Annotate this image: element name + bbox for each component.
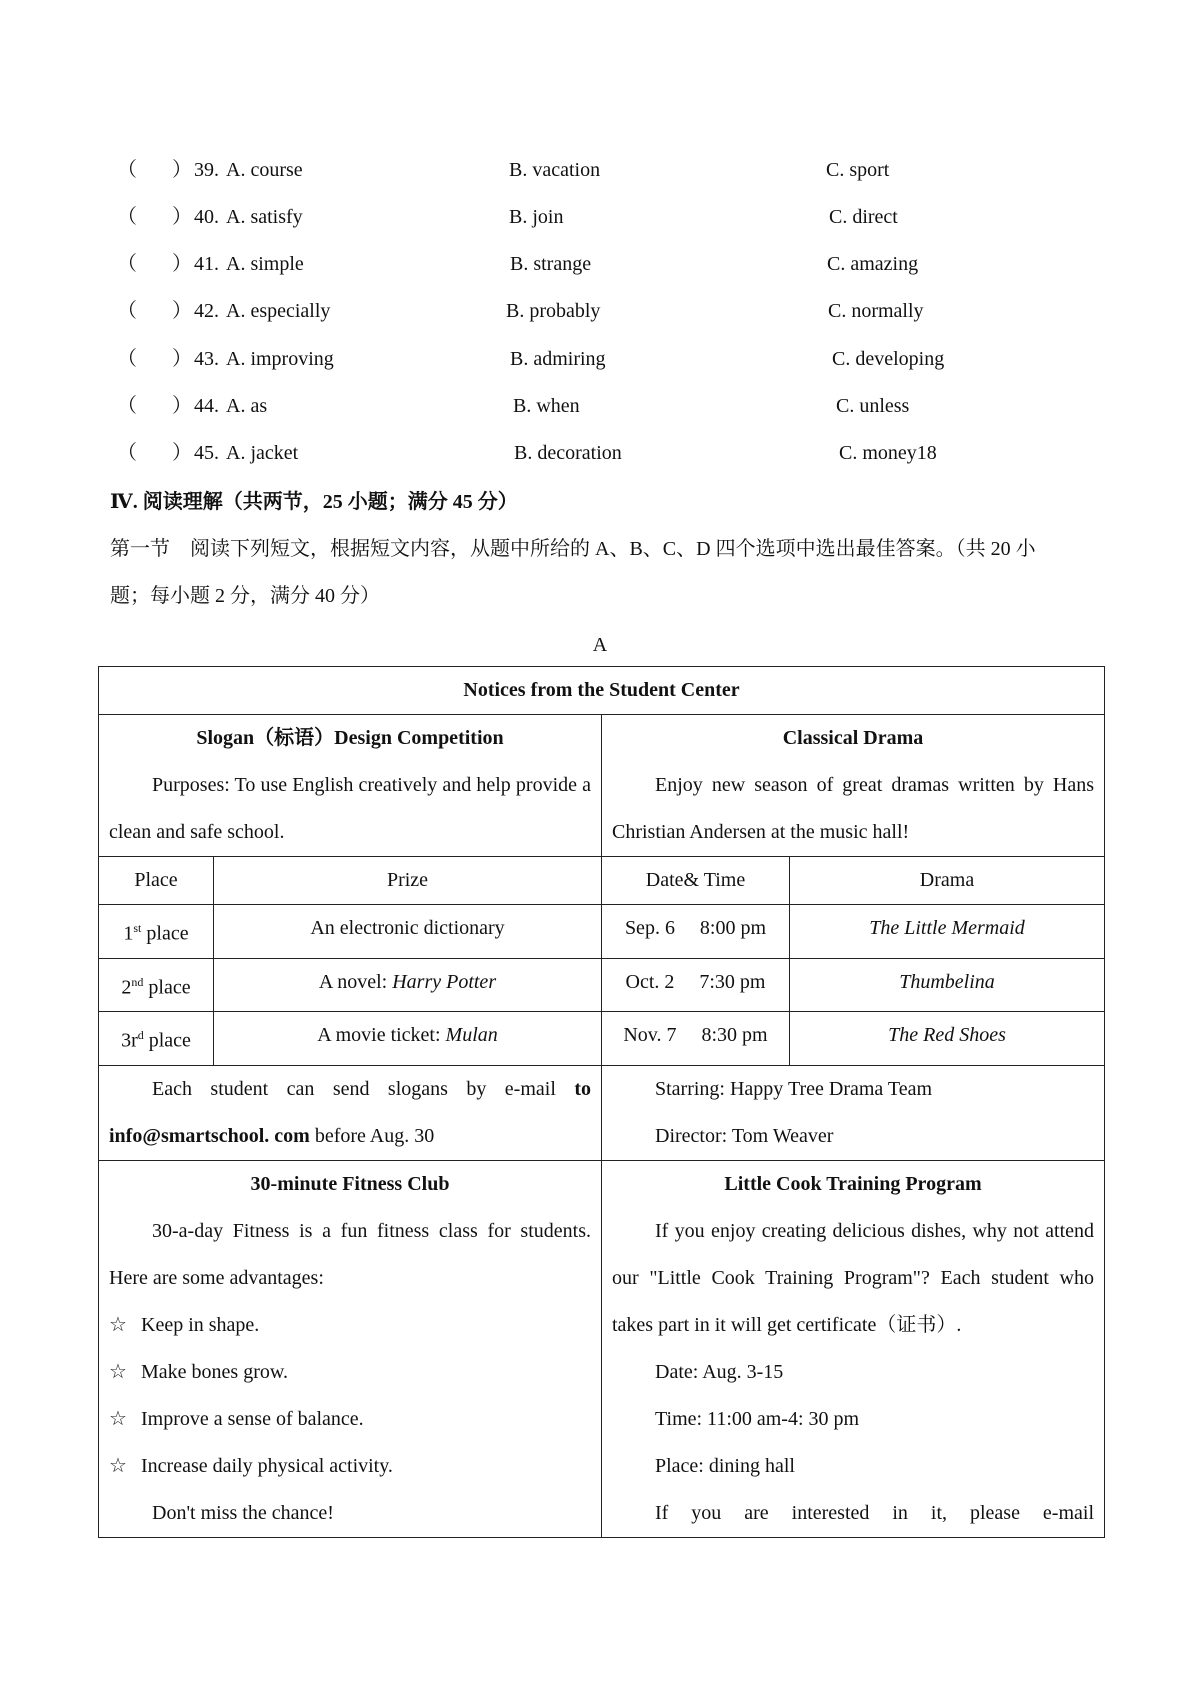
date-cell: Nov. 7 8:30 pm xyxy=(602,1012,790,1066)
slogan-submit-text xyxy=(109,1066,591,1160)
question-number: 41. xyxy=(194,253,219,275)
question-number: 42. xyxy=(194,300,219,322)
fitness-cell xyxy=(99,1160,602,1537)
answer-paren-close: ） xyxy=(172,206,192,228)
prize-cell xyxy=(214,1012,602,1066)
prize-title: Mulan xyxy=(445,1024,498,1047)
cook-date: Date: Aug. 3-15 xyxy=(655,1360,784,1383)
star-icon: ☆ xyxy=(109,1313,127,1336)
notice-table xyxy=(98,666,1105,1538)
option-a: A. improving xyxy=(226,348,334,370)
option-a: A. jacket xyxy=(226,442,299,464)
place-suffix: nd xyxy=(131,974,144,989)
cook-title: Little Cook Training Program xyxy=(724,1172,982,1195)
option-c: C. unless xyxy=(836,395,910,417)
place-cell xyxy=(99,958,214,1012)
place-word: place xyxy=(143,976,191,999)
prize-text: A movie ticket: xyxy=(317,1024,446,1047)
option-c: C. amazing xyxy=(827,253,919,275)
col-header-place: Place xyxy=(99,857,214,905)
question-number: 44. xyxy=(194,395,219,417)
fitness-description: 30-a-day Fitness is a fun fitness class for students. Here are some advantages: xyxy=(109,1219,591,1289)
option-b: B. probably xyxy=(506,300,601,322)
advantage-text: Increase daily physical activity. xyxy=(141,1454,393,1477)
option-b: B. admiring xyxy=(510,348,606,370)
drama-director: Director: Tom Weaver xyxy=(655,1124,834,1147)
star-icon: ☆ xyxy=(109,1454,127,1477)
option-row-41 xyxy=(0,249,1200,279)
send-to: to xyxy=(574,1077,591,1100)
cook-time: Time: 11:00 am-4: 30 pm xyxy=(655,1407,860,1430)
date-cell: Sep. 6 8:00 pm xyxy=(602,905,790,959)
answer-paren-open: （ xyxy=(117,395,137,417)
answer-paren-open: （ xyxy=(117,348,137,370)
option-row-45 xyxy=(0,438,1200,468)
option-b: B. join xyxy=(509,206,564,228)
slogan-submit-cell xyxy=(99,1065,602,1160)
question-number: 39. xyxy=(194,159,219,181)
list-item xyxy=(109,1302,591,1349)
drama-intro-cell xyxy=(602,715,1105,857)
answer-paren-open: （ xyxy=(117,206,137,228)
cook-contact: If you are interested in it, please e-mail xyxy=(655,1501,1094,1524)
option-row-44 xyxy=(0,391,1200,421)
option-a: A. as xyxy=(226,395,268,417)
place-word: place xyxy=(143,1029,191,1052)
slogan-purpose: Purposes: To use English creatively and help provide a clean and safe school. xyxy=(109,774,591,843)
answer-paren-close: ） xyxy=(172,159,192,181)
list-item xyxy=(109,1349,591,1396)
answer-paren-close: ） xyxy=(172,442,192,464)
date-cell: Oct. 2 7:30 pm xyxy=(602,958,790,1012)
option-a: A. simple xyxy=(226,253,304,275)
list-item xyxy=(109,1396,591,1443)
fitness-closing: Don't miss the chance! xyxy=(152,1501,334,1524)
col-header-drama: Drama xyxy=(790,857,1105,905)
advantage-text: Improve a sense of balance. xyxy=(141,1407,364,1430)
drama-credits-cell xyxy=(602,1065,1105,1160)
slogan-title: Slogan（标语）Design Competition xyxy=(196,727,504,749)
option-b: B. vacation xyxy=(509,159,601,181)
prize-cell xyxy=(214,905,602,959)
cook-description: If you enjoy creating delicious dishes, why not attend our "Little Cook Training Program"? Each student who takes part in it will get certificate（证书）. xyxy=(612,1219,1094,1336)
question-number: 43. xyxy=(194,348,219,370)
section-title: Ⅳ. 阅读理解（共两节，25 小题；满分 45 分） xyxy=(110,491,518,513)
place-suffix: d xyxy=(137,1028,144,1043)
answer-paren-close: ） xyxy=(172,348,192,370)
col-header-prize: Prize xyxy=(214,857,602,905)
deadline: before Aug. 30 xyxy=(309,1124,435,1147)
place-number: 1 xyxy=(123,922,134,945)
contact-email: info@smartschool. com xyxy=(109,1124,310,1147)
star-icon: ☆ xyxy=(109,1407,127,1430)
option-c: C. money18 xyxy=(839,442,937,464)
question-number: 40. xyxy=(194,206,219,228)
advantage-text: Keep in shape. xyxy=(141,1313,260,1336)
drama-starring: Starring: Happy Tree Drama Team xyxy=(655,1077,933,1100)
place-suffix: st xyxy=(133,921,142,935)
answer-paren-open: （ xyxy=(117,300,137,322)
cook-cell xyxy=(602,1160,1105,1537)
section-instruction: 第一节 阅读下列短文，根据短文内容，从题中所给的 A、B、C、D 四个选项中选出最佳答案。（共 20 小 xyxy=(110,538,1036,560)
fitness-title: 30-minute Fitness Club xyxy=(250,1172,450,1195)
star-icon: ☆ xyxy=(109,1360,127,1383)
question-number: 45. xyxy=(194,442,219,464)
cook-place: Place: dining hall xyxy=(655,1454,795,1477)
advantage-text: Make bones grow. xyxy=(141,1360,289,1383)
option-b: B. decoration xyxy=(514,442,622,464)
send-instruction: Each student can send slogans by e-mail xyxy=(152,1077,575,1100)
drama-cell: The Little Mermaid xyxy=(790,905,1105,959)
option-a: A. satisfy xyxy=(226,206,303,228)
prize-cell xyxy=(214,958,602,1012)
place-cell xyxy=(99,905,214,959)
notice-header: Notices from the Student Center xyxy=(99,667,1105,715)
option-row-42 xyxy=(0,296,1200,326)
passage-label: A xyxy=(592,634,608,656)
option-c: C. normally xyxy=(828,300,924,322)
option-c: C. sport xyxy=(826,159,890,181)
drama-title: Classical Drama xyxy=(782,727,924,749)
table-row xyxy=(99,1012,1105,1066)
option-b: B. when xyxy=(513,395,580,417)
col-header-date: Date& Time xyxy=(602,857,790,905)
answer-paren-open: （ xyxy=(117,442,137,464)
option-b: B. strange xyxy=(510,253,592,275)
answer-paren-close: ） xyxy=(172,395,192,417)
option-c: C. direct xyxy=(829,206,898,228)
place-number: 3r xyxy=(121,1029,138,1052)
place-cell xyxy=(99,1012,214,1066)
table-row xyxy=(99,958,1105,1012)
answer-paren-close: ） xyxy=(172,253,192,275)
answer-paren-open: （ xyxy=(117,253,137,275)
option-row-43 xyxy=(0,344,1200,374)
table-row xyxy=(99,905,1105,959)
prize-title: Harry Potter xyxy=(392,970,497,993)
place-number: 2 xyxy=(121,976,132,999)
option-a: A. especially xyxy=(226,300,331,322)
option-a: A. course xyxy=(226,159,303,181)
slogan-intro-cell xyxy=(99,715,602,857)
answer-paren-open: （ xyxy=(117,159,137,181)
list-item xyxy=(109,1443,591,1490)
prize-text: An electronic dictionary xyxy=(310,917,505,939)
answer-paren-close: ） xyxy=(172,300,192,322)
option-row-40 xyxy=(0,202,1200,232)
drama-cell: Thumbelina xyxy=(790,958,1105,1012)
prize-text: A novel: xyxy=(318,970,393,993)
drama-description: Enjoy new season of great dramas written by Hans Christian Andersen at the music hall! xyxy=(612,774,1094,843)
place-word: place xyxy=(141,922,189,945)
option-row-39 xyxy=(0,155,1200,185)
option-c: C. developing xyxy=(832,348,945,370)
drama-cell: The Red Shoes xyxy=(790,1012,1105,1066)
section-instruction-cont: 题；每小题 2 分，满分 40 分） xyxy=(110,585,380,607)
